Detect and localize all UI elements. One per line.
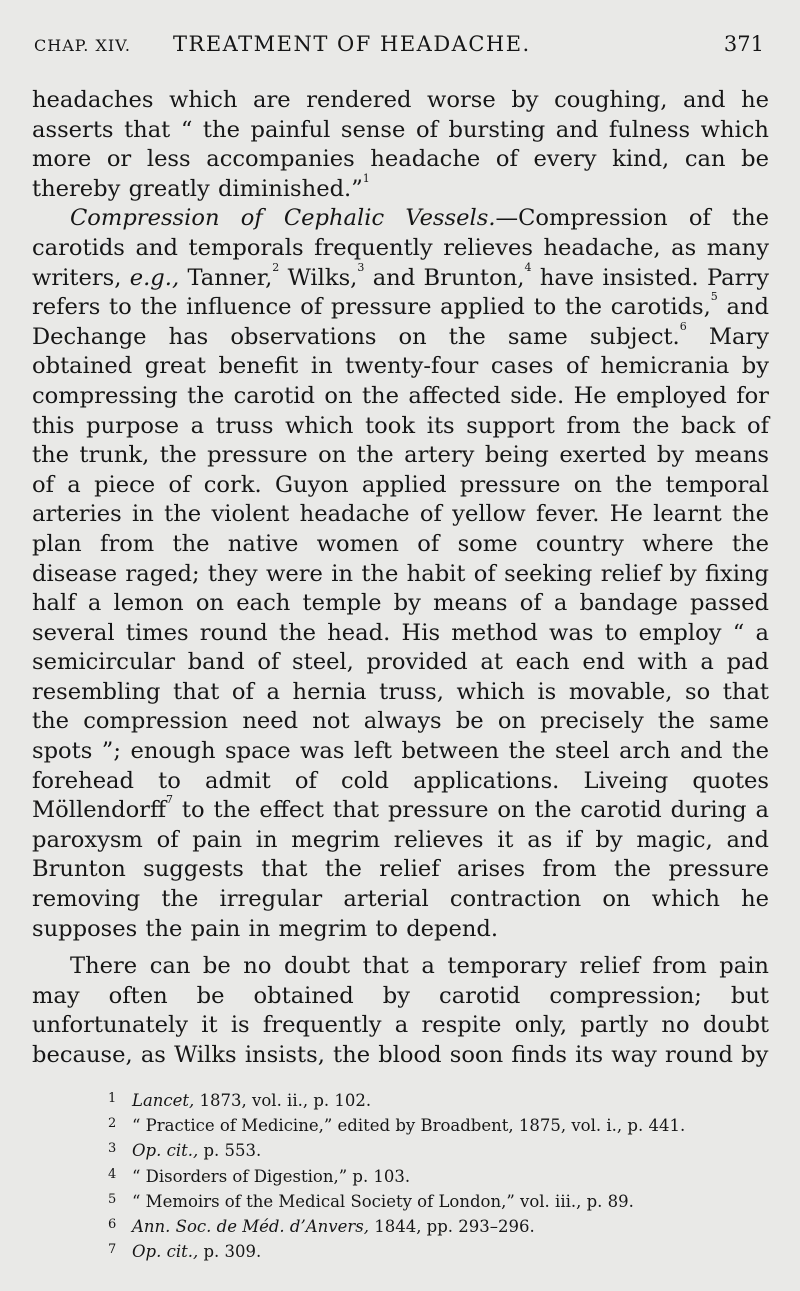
paragraph <box>32 86 769 204</box>
paragraph <box>32 204 769 944</box>
footnote-text <box>132 1164 748 1189</box>
text-run: 1844, pp. 293–296. <box>368 1217 535 1237</box>
text-run: “ Disorders of Digestion,” p. 103. <box>132 1166 411 1186</box>
footnote-number: 1 <box>108 1091 117 1106</box>
italic-text: Ann. Soc. de Méd. d’Anvers, <box>132 1217 369 1237</box>
footnote-number: 7 <box>108 1242 117 1258</box>
footnote-number: 5 <box>108 1191 117 1207</box>
text-run: —Compression of the carotids and temporals frequently relieves headache, as many writers, <box>32 205 769 291</box>
footnote-text <box>132 1088 748 1113</box>
footnote <box>108 1088 748 1113</box>
text-run: Wilks, <box>279 264 358 291</box>
text-run: 1873, vol. ii., p. 102. <box>194 1091 372 1110</box>
footnote-reference[interactable]: 4 <box>524 260 532 274</box>
text-run: and Brunton, <box>364 264 525 291</box>
footnote-text <box>132 1239 748 1264</box>
paragraph <box>32 952 769 1070</box>
footnote-reference[interactable]: 7 <box>166 793 174 807</box>
footnote <box>108 1113 748 1138</box>
text-run: “ Practice of Medicine,” edited by Broadbent, 1875, vol. i., p. 441. <box>132 1116 686 1136</box>
italic-text: e.g., <box>129 264 180 291</box>
text-run: There can be no doubt that a temporary relief from pain may often be obtained by carotid compression; but unfortunately it is frequently a respite only, partly no doubt because, as Wilks insists, the blood soon finds its way round by <box>32 953 769 1068</box>
italic-text: Op. cit., <box>132 1242 199 1262</box>
footnote-number: 6 <box>108 1217 117 1233</box>
footnote-number: 4 <box>108 1166 117 1182</box>
text-run: Mary obtained great benefit in twenty-four cases of hemicrania by compressing the carotid on the affected side. He employed for this purpose a truss which took its support from the back of the trunk, the pressure on the artery being exerted by means of a piece of cork. Guyon applied pressure on the temporal arteries in the violent headache of yellow fever. He learnt the plan from the native women of some country where the disease raged; they were in the habit of seeking relief by fixing half a lemon on each temple by means of a bandage passed several times round the head. His method was to employ “ a semicircular band of steel, provided at each end with a pad resembling that of a hernia truss, which is movable, so that the compression need not always be on precisely the same spots ”; enough space was left between the steel arch and the forehead to admit of cold applications. Liveing quotes Möllendorff <box>32 323 769 824</box>
footnote-text <box>132 1113 748 1138</box>
footnote <box>108 1164 748 1189</box>
text-run: Tanner, <box>179 264 273 291</box>
footnote-reference[interactable]: 6 <box>679 319 687 333</box>
text-run: and Dechange has observations on the same subject. <box>32 294 770 350</box>
text-run: have insisted. Parry refers to the influence of pressure applied to the carotids, <box>32 264 769 321</box>
footnote-text <box>132 1214 748 1239</box>
text-run: “ Memoirs of the Medical Society of London,” vol. iii., p. 89. <box>132 1191 634 1211</box>
text-run: headaches which are rendered worse by coughing, and he asserts that “ the painful sense of bursting and fulness which more or less accompanies headache of every kind, can be thereby greatly diminished.” <box>32 87 769 202</box>
text-run: p. 553. <box>198 1141 262 1161</box>
footnote-text <box>132 1189 748 1214</box>
footnote <box>108 1138 748 1163</box>
chapter-label: CHAP. XIV. <box>34 36 131 55</box>
footnote <box>108 1214 748 1239</box>
running-header <box>34 32 764 72</box>
footnote-number: 3 <box>108 1141 117 1157</box>
italic-text: Lancet, <box>132 1091 195 1110</box>
page-number: 371 <box>723 32 764 56</box>
footnote-reference[interactable]: 3 <box>357 260 365 274</box>
footnote <box>108 1239 748 1264</box>
body-text <box>32 86 769 1071</box>
footnotes <box>108 1088 748 1264</box>
footnote-reference[interactable]: 2 <box>272 260 280 274</box>
italic-text: Compression of Cephalic Vessels. <box>70 205 496 232</box>
italic-text: Op. cit., <box>132 1141 199 1161</box>
footnote <box>108 1189 748 1214</box>
footnote-text <box>132 1138 748 1163</box>
running-title: TREATMENT OF HEADACHE. <box>173 32 531 56</box>
footnote-reference[interactable]: 1 <box>362 171 370 185</box>
footnote-number: 2 <box>108 1116 117 1132</box>
footnote-reference[interactable]: 5 <box>710 290 718 304</box>
text-run: p. 309. <box>198 1242 262 1262</box>
text-run: to the effect that pressure on the carotid during a paroxysm of pain in megrim relieves it as if by magic, and Brunton suggests that the relief arises from the pressure removing the irregular arterial contraction on which he supposes the pain in megrim to depend. <box>32 797 769 942</box>
